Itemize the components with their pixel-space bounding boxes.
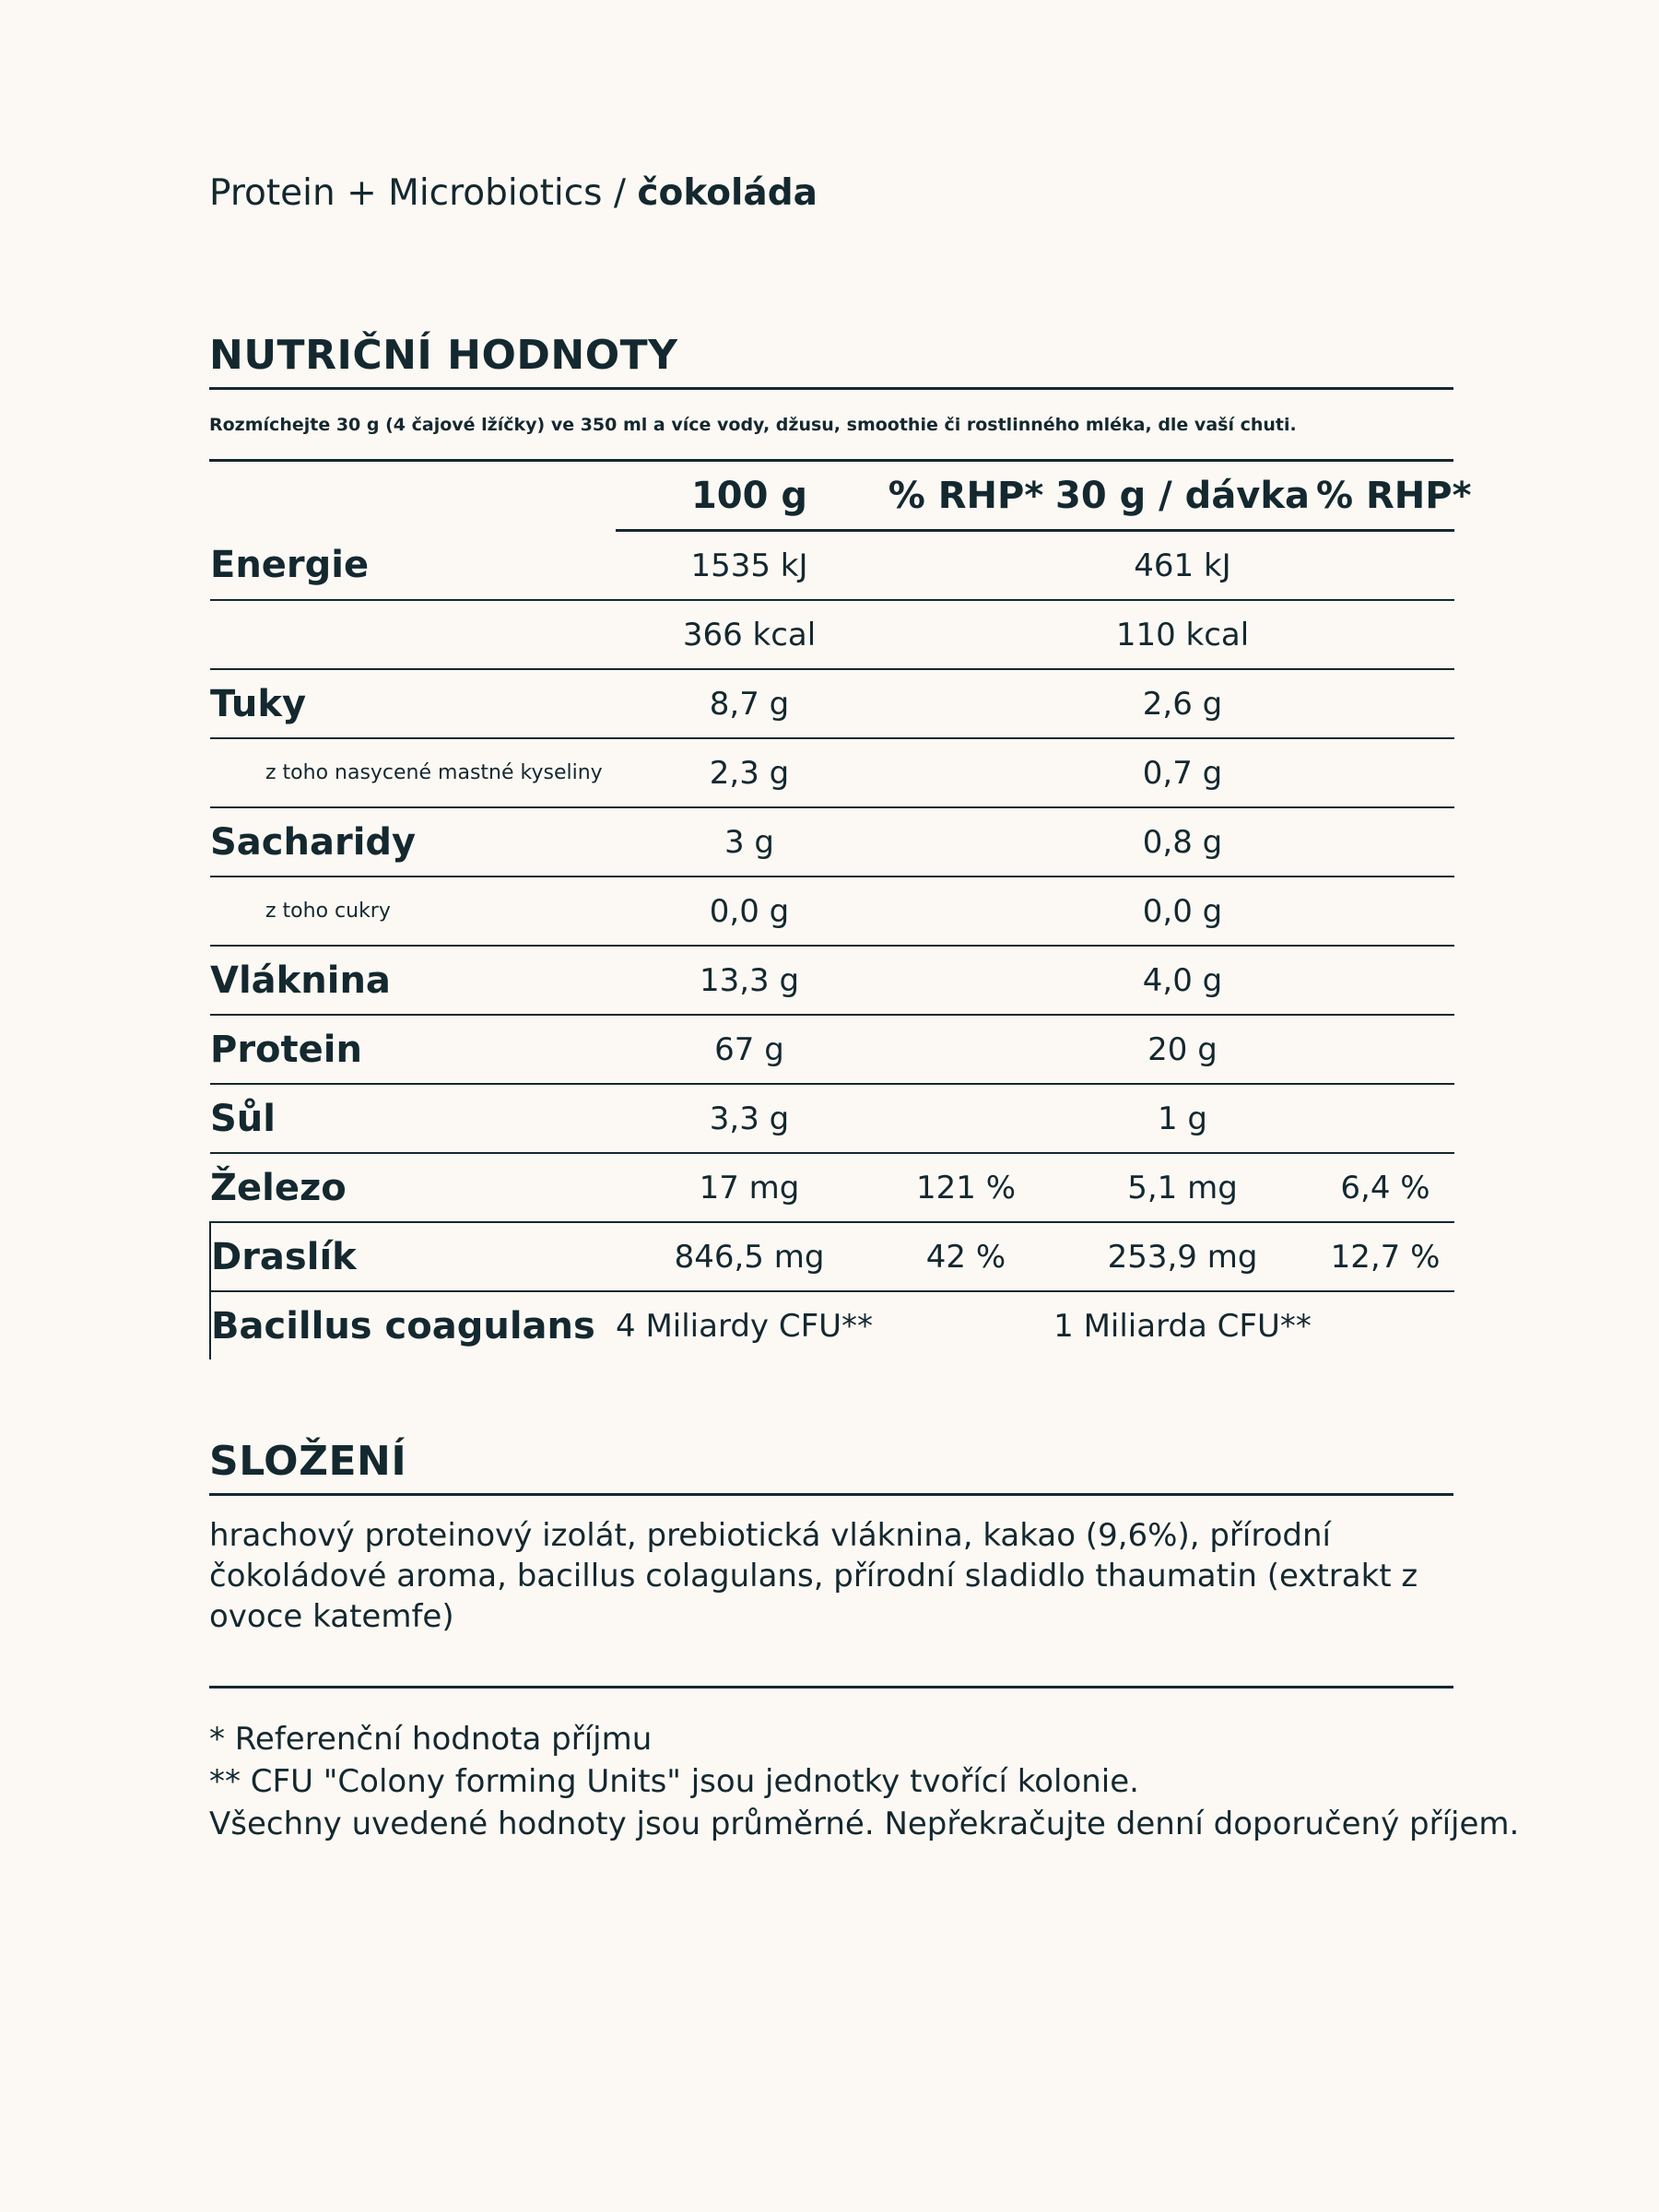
value-100g: 3 g	[616, 807, 883, 877]
value-serving: 461 kJ	[1049, 531, 1316, 601]
value-100g: 4 Miliardy CFU**	[616, 1307, 874, 1345]
product-flavor: čokoláda	[637, 172, 818, 214]
nutrient-name: Železo	[210, 1153, 616, 1222]
table-row	[210, 807, 1454, 877]
value-serving: 5,1 mg	[1049, 1153, 1316, 1222]
nutrient-name: Tuky	[210, 669, 616, 738]
value-serving: 20 g	[1049, 1015, 1316, 1084]
table-header-row	[210, 462, 1454, 531]
table-row	[210, 1015, 1454, 1084]
value-rhp-serving	[1316, 1015, 1454, 1084]
footnote-rhp: * Referenční hodnota příjmu	[209, 1721, 653, 1758]
nutrient-name: Vláknina	[210, 946, 616, 1015]
value-rhp-serving	[1316, 807, 1454, 877]
nutrient-name: Protein	[210, 1015, 616, 1084]
value-serving: 2,6 g	[1049, 669, 1316, 738]
value-100g: 67 g	[616, 1015, 883, 1084]
value-rhp-serving	[1316, 946, 1454, 1015]
value-rhp-serving	[1316, 738, 1454, 807]
value-rhp-serving	[1316, 669, 1454, 738]
footnote-average: Všechny uvedené hodnoty jsou průměrné. Nepřekračujte denní doporučený příjem.	[209, 1806, 1520, 1842]
value-100g: 846,5 mg	[616, 1222, 883, 1291]
nutrient-name: Bacillus coagulans	[210, 1291, 616, 1359]
value-serving: 253,9 mg	[1049, 1222, 1316, 1291]
value-rhp	[883, 669, 1049, 738]
value-100g: 8,7 g	[616, 669, 883, 738]
value-rhp-serving	[1316, 531, 1454, 601]
nutrient-name: Sacharidy	[210, 807, 616, 877]
nutrition-table	[209, 462, 1472, 1359]
value-100g: 0,0 g	[616, 877, 883, 946]
nutrient-name	[210, 600, 616, 669]
value-rhp-serving	[1316, 1291, 1454, 1359]
value-rhp-serving	[1316, 877, 1454, 946]
nutrient-name: Energie	[210, 531, 616, 601]
table-row	[210, 1222, 1454, 1291]
value-rhp-serving	[1316, 600, 1454, 669]
column-header-100g: 100 g	[616, 462, 883, 531]
preparation-instruction: Rozmíchejte 30 g (4 čajové lžíčky) ve 350 ml a více vody, džusu, smoothie či rostlinného mléka, dle vaší chuti.	[209, 415, 1297, 435]
column-header-rhp-serving: % RHP*	[1316, 462, 1454, 531]
value-serving: 0,0 g	[1049, 877, 1316, 946]
nutrient-name: Sůl	[210, 1084, 616, 1153]
value-rhp	[883, 807, 1049, 877]
value-100g: 13,3 g	[616, 946, 883, 1015]
nutrient-subname: z toho cukry	[210, 877, 616, 946]
divider	[209, 1686, 1453, 1688]
composition-text: hrachový proteinový izolát, prebiotická vláknina, kakao (9,6%), přírodní čokoládové aroma, bacillus colagulans, přírodní sladidlo thaumatin (extrakt z ovoce katemfe)	[209, 1517, 1418, 1635]
table-row	[210, 1291, 1454, 1359]
value-rhp-serving	[1316, 1084, 1454, 1153]
table-row	[210, 600, 1454, 669]
composition-heading: SLOŽENÍ	[209, 1434, 1453, 1496]
table-row	[210, 1153, 1454, 1222]
table-row	[210, 1084, 1454, 1153]
value-serving: 1 Miliarda CFU**	[1053, 1307, 1312, 1345]
value-rhp	[883, 531, 1049, 601]
value-rhp	[883, 738, 1049, 807]
value-rhp	[883, 1084, 1049, 1153]
value-rhp	[883, 600, 1049, 669]
nutrition-heading: NUTRIČNÍ HODNOTY	[209, 328, 1453, 390]
table-row	[210, 877, 1454, 946]
value-100g: 3,3 g	[616, 1084, 883, 1153]
value-100g: 366 kcal	[616, 600, 883, 669]
value-rhp	[883, 1015, 1049, 1084]
value-rhp	[883, 877, 1049, 946]
value-serving: 4,0 g	[1049, 946, 1316, 1015]
product-name: Protein + Microbiotics /	[209, 172, 638, 214]
column-header-rhp: % RHP*	[883, 462, 1049, 531]
value-rhp	[883, 946, 1049, 1015]
value-serving: 0,7 g	[1049, 738, 1316, 807]
column-header-serving: 30 g / dávka	[1049, 462, 1316, 531]
table-header-blank	[210, 462, 616, 531]
value-rhp	[883, 1291, 1049, 1359]
value-rhp: 42 %	[883, 1222, 1049, 1291]
table-row	[210, 531, 1454, 601]
value-rhp-serving: 6,4 %	[1316, 1153, 1454, 1222]
value-100g: 1535 kJ	[616, 531, 883, 601]
value-100g: 17 mg	[616, 1153, 883, 1222]
value-100g: 2,3 g	[616, 738, 883, 807]
product-title	[209, 166, 818, 221]
table-row	[210, 946, 1454, 1015]
value-rhp-serving: 12,7 %	[1316, 1222, 1454, 1291]
nutrient-name: Draslík	[210, 1222, 616, 1291]
value-serving: 110 kcal	[1049, 600, 1316, 669]
value-serving: 0,8 g	[1049, 807, 1316, 877]
table-row	[210, 669, 1454, 738]
value-serving: 1 g	[1049, 1084, 1316, 1153]
table-row	[210, 738, 1454, 807]
footnote-cfu: ** CFU "Colony forming Units" jsou jednotky tvořící kolonie.	[209, 1763, 1139, 1800]
footnotes	[209, 1718, 1520, 1845]
nutrient-subname: z toho nasycené mastné kyseliny	[210, 738, 616, 807]
value-rhp: 121 %	[883, 1153, 1049, 1222]
